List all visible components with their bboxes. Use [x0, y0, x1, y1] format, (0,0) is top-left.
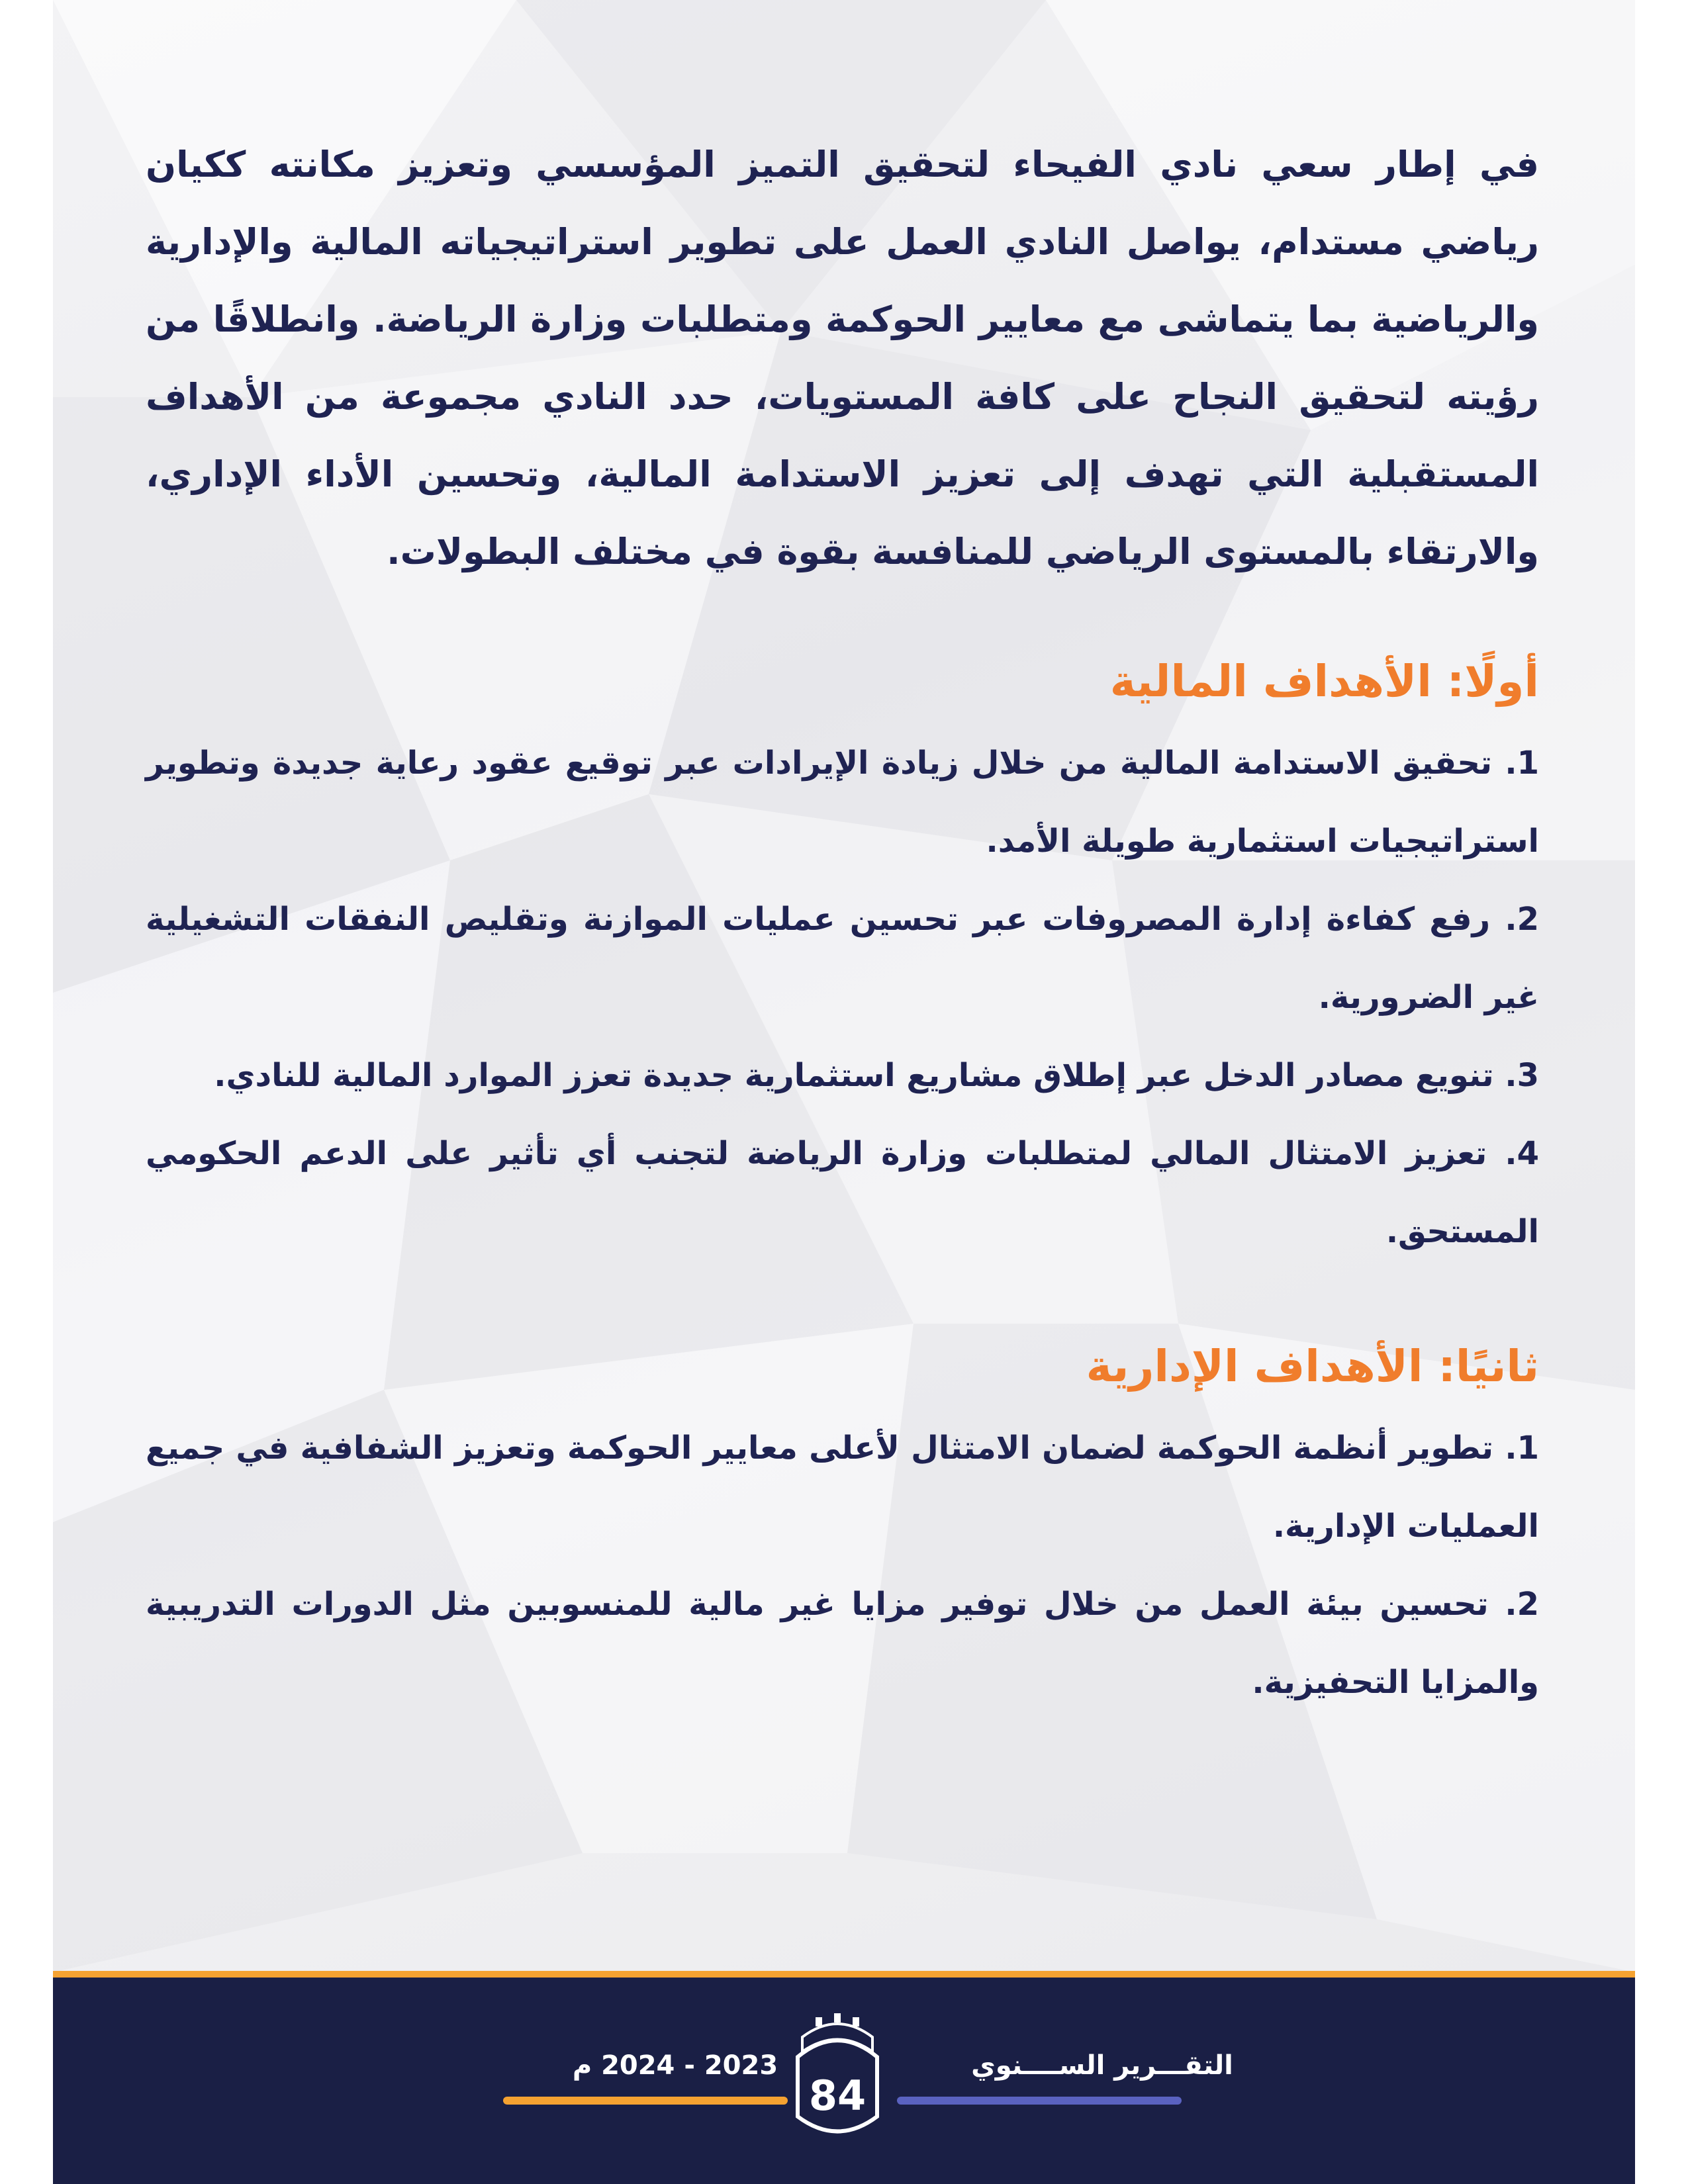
administrative-goals-list: [146, 1409, 1539, 1721]
financial-goal-4: 4. تعزيز الامتثال المالي لمتطلبات وزارة الرياضة لتجنب أي تأثير على الدعم الحكومي المستحق.: [146, 1135, 1539, 1250]
footer-blue-bar: [897, 2097, 1182, 2105]
footer-top-rule: [53, 1971, 1635, 1978]
club-crest-logo: [788, 2011, 887, 2150]
financial-goal-3: 3. تنويع مصادر الدخل عبر إطلاق مشاريع استثمارية جديدة تعزز الموارد المالية للنادي.: [214, 1057, 1539, 1094]
report-years: 2023 - 2024 م: [572, 2050, 778, 2081]
footer-orange-bar: [503, 2097, 788, 2105]
financial-goals-list: [146, 724, 1539, 1271]
financial-goals-heading: أولًا: الأهداف المالية: [1109, 656, 1539, 707]
financial-goal-1: 1. تحقيق الاستدامة المالية من خلال زيادة الإيرادات عبر توقيع عقود رعاية جديدة وتطوير استراتيجيات استثمارية طويلة الأمد.: [146, 745, 1539, 860]
administrative-goal-1: 1. تطوير أنظمة الحوكمة لضمان الامتثال لأعلى معايير الحوكمة وتعزيز الشفافية في جميع العمليات الإدارية.: [146, 1430, 1539, 1545]
crest-number: 84: [808, 2071, 867, 2120]
annual-report-label: التقـــرير الســــنوي: [971, 2050, 1233, 2081]
administrative-goals-heading: ثانيًا: الأهداف الإدارية: [1086, 1341, 1539, 1392]
page-footer: [53, 1978, 1635, 2184]
main-content: [146, 126, 1539, 1721]
financial-goal-2: 2. رفع كفاءة إدارة المصروفات عبر تحسين عمليات الموازنة وتقليص النفقات التشغيلية غير الضرورية.: [146, 901, 1539, 1016]
administrative-goal-2: 2. تحسين بيئة العمل من خلال توفير مزايا غير مالية للمنسوبين مثل الدورات التدريبية والمزايا التحفيزية.: [146, 1586, 1539, 1701]
intro-paragraph: في إطار سعي نادي الفيحاء لتحقيق التميز المؤسسي وتعزيز مكانته ككيان رياضي مستدام، يواصل النادي العمل على تطوير استراتيجياته المالية والإدارية والرياضية بما يتماشى مع معايير الحوكمة ومتطلبات وزارة الرياضة. وانطلاقًا من رؤيته لتحقيق النجاح على كافة المستويات، حدد النادي مجموعة من الأهداف المستقبلية التي تهدف إلى تعزيز الاستدامة المالية، وتحسين الأداء الإداري، والارتقاء بالمستوى الرياضي للمنافسة بقوة في مختلف البطولات.: [146, 144, 1539, 572]
